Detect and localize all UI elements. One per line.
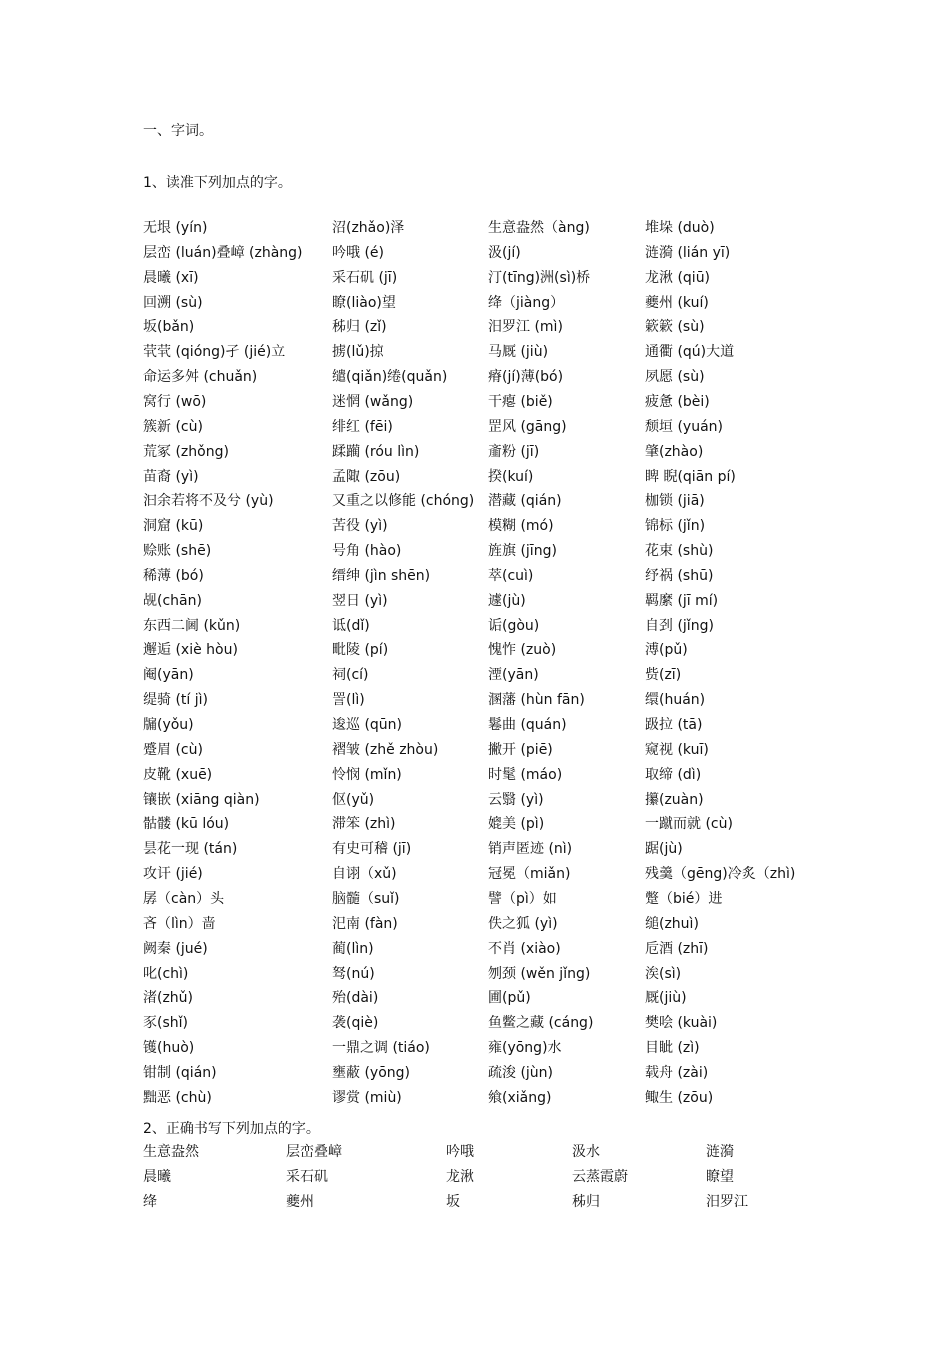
pinyin-item: 阙秦 (jué) <box>143 941 208 957</box>
question-1-title: 1、读准下列加点的字。 <box>143 175 292 191</box>
pinyin-item: 潜藏 (qián) <box>488 493 562 509</box>
pinyin-item: 蔺(lìn) <box>332 941 374 957</box>
pinyin-item: 镶嵌 (xiāng qiàn) <box>143 792 260 808</box>
pinyin-item: 渚(zhǔ) <box>143 990 194 1006</box>
pinyin-row <box>0 1088 950 1110</box>
pinyin-item: 刎颈 (wěn jǐng) <box>488 966 591 982</box>
pinyin-row <box>0 889 950 911</box>
pinyin-item: 缳(huán) <box>645 692 706 708</box>
pinyin-row <box>0 392 950 414</box>
writing-row <box>0 1142 950 1164</box>
pinyin-item: 壅蔽 (yōng) <box>332 1065 410 1081</box>
pinyin-row <box>0 839 950 861</box>
pinyin-item: 命运多舛 (chuǎn) <box>143 369 258 385</box>
pinyin-item: 号角 (hào) <box>332 543 402 559</box>
pinyin-item: 罡风 (gāng) <box>488 419 567 435</box>
pinyin-row <box>0 988 950 1010</box>
pinyin-item: 怜悯 (mǐn) <box>332 767 402 783</box>
writing-item: 龙湫 <box>446 1169 474 1185</box>
pinyin-row <box>0 1013 950 1035</box>
pinyin-row <box>0 268 950 290</box>
pinyin-item: 目眦 (zì) <box>645 1040 700 1056</box>
pinyin-item: 夔州 (kuí) <box>645 295 709 311</box>
pinyin-item: 疏浚 (jùn) <box>488 1065 554 1081</box>
pinyin-item: 模糊 (mó) <box>488 518 554 534</box>
pinyin-item: 旌旗 (jīng) <box>488 543 557 559</box>
pinyin-item: 采石矶 (jī) <box>332 270 398 286</box>
pinyin-item: 一蹴而就 (cù) <box>645 816 733 832</box>
pinyin-item: 骷髅 (kū lóu) <box>143 816 230 832</box>
writing-item: 层峦叠嶂 <box>286 1144 342 1160</box>
pinyin-item: 花束 (shù) <box>645 543 714 559</box>
pinyin-item: 孱（càn）头 <box>143 891 225 907</box>
pinyin-item: 掳(lǔ)掠 <box>332 344 384 360</box>
pinyin-row <box>0 765 950 787</box>
pinyin-item: 晨曦 (xī) <box>143 270 199 286</box>
pinyin-item: 干瘪 (biě) <box>488 394 553 410</box>
pinyin-item: 觇(chān) <box>143 593 202 609</box>
pinyin-row <box>0 640 950 662</box>
writing-item: 云蒸霞蔚 <box>572 1169 628 1185</box>
pinyin-item: 伛(yǔ) <box>332 792 375 808</box>
writing-item: 生意盎然 <box>143 1144 199 1160</box>
pinyin-item: 溥(pǔ) <box>645 642 688 658</box>
pinyin-item: 毗陵 (pí) <box>332 642 389 658</box>
pinyin-item: 通衢 (qú)大道 <box>645 344 735 360</box>
pinyin-item: 载舟 (zài) <box>645 1065 709 1081</box>
pinyin-item: 赀(zī) <box>645 667 682 683</box>
pinyin-row <box>0 616 950 638</box>
pinyin-item: 缙绅 (jìn shēn) <box>332 568 431 584</box>
pinyin-item: 湮(yān) <box>488 667 539 683</box>
writing-item: 坂 <box>446 1194 460 1210</box>
pinyin-row <box>0 690 950 712</box>
pinyin-item: 佚之狐 (yì) <box>488 916 558 932</box>
writing-item: 晨曦 <box>143 1169 171 1185</box>
pinyin-item: 迷惘 (wǎng) <box>332 394 414 410</box>
writing-item: 涟漪 <box>706 1144 734 1160</box>
pinyin-item: 层峦 (luán)叠嶂 (zhàng) <box>143 245 303 261</box>
writing-item: 瞭望 <box>706 1169 734 1185</box>
pinyin-item: 苗裔 (yì) <box>143 469 199 485</box>
section-title: 一、字词。 <box>143 123 213 139</box>
pinyin-item: 残羹（gēng)冷炙（zhì) <box>645 866 796 882</box>
pinyin-row <box>0 790 950 812</box>
pinyin-item: 滞笨 (zhì) <box>332 816 396 832</box>
pinyin-item: 卮酒 (zhī) <box>645 941 709 957</box>
pinyin-item: 圃(pǔ) <box>488 990 531 1006</box>
pinyin-item: 逡巡 (qūn) <box>332 717 403 733</box>
pinyin-row <box>0 814 950 836</box>
pinyin-item: 坂(bǎn) <box>143 319 195 335</box>
pinyin-item: 殆(dài) <box>332 990 379 1006</box>
pinyin-item: 窝行 (wō) <box>143 394 207 410</box>
pinyin-item: 蹙眉 (cù) <box>143 742 203 758</box>
pinyin-row <box>0 417 950 439</box>
pinyin-item: 自诩（xǔ) <box>332 866 397 882</box>
pinyin-item: 譬（pì）如 <box>488 891 557 907</box>
pinyin-item: 脑髓（suǐ) <box>332 891 400 907</box>
pinyin-item: 纾祸 (shū) <box>645 568 714 584</box>
writing-row <box>0 1167 950 1189</box>
pinyin-item: 秭归 (zǐ) <box>332 319 387 335</box>
writing-item: 夔州 <box>286 1194 314 1210</box>
pinyin-item: 销声匿迹 (nì) <box>488 841 573 857</box>
question-2-title: 2、正确书写下列加点的字。 <box>143 1121 320 1137</box>
pinyin-item: 蹩（bié）进 <box>645 891 723 907</box>
pinyin-item: 揆(kuí) <box>488 469 534 485</box>
pinyin-item: 荒冢 (zhǒng) <box>143 444 229 460</box>
pinyin-item: 自刭 (jǐng) <box>645 618 714 634</box>
pinyin-row <box>0 591 950 613</box>
pinyin-item: 钳制 (qián) <box>143 1065 217 1081</box>
pinyin-item: 沼(zhǎo)泽 <box>332 220 405 236</box>
pinyin-item: 缱(qiǎn)绻(quǎn) <box>332 369 448 385</box>
pinyin-item: 一鼎之调 (tiáo) <box>332 1040 430 1056</box>
pinyin-row <box>0 1063 950 1085</box>
pinyin-item: 雍(yōng)水 <box>488 1040 562 1056</box>
pinyin-item: 吟哦 (é) <box>332 245 384 261</box>
pinyin-item: 取缔 (dì) <box>645 767 702 783</box>
pinyin-item: 褶皱 (zhě zhòu) <box>332 742 439 758</box>
pinyin-row <box>0 516 950 538</box>
pinyin-item: 生意盎然（àng) <box>488 220 590 236</box>
pinyin-item: 吝（lìn）啬 <box>143 916 216 932</box>
pinyin-item: 汩余若将不及兮 (yù) <box>143 493 274 509</box>
writing-item: 汲水 <box>572 1144 600 1160</box>
pinyin-item: 攥(zuàn) <box>645 792 704 808</box>
pinyin-item: 涟漪 (lián yī) <box>645 245 731 261</box>
pinyin-item: 趿拉 (tā) <box>645 717 703 733</box>
writing-item: 采石矶 <box>286 1169 328 1185</box>
pinyin-item: 蹂躏 (róu lìn) <box>332 444 420 460</box>
pinyin-item: 洞窟 (kū) <box>143 518 204 534</box>
pinyin-row <box>0 665 950 687</box>
pinyin-item: 汲(jí) <box>488 245 521 261</box>
pinyin-item: 羁縻 (jī mí) <box>645 593 719 609</box>
pinyin-item: 镬(huò) <box>143 1040 195 1056</box>
pinyin-row <box>0 864 950 886</box>
pinyin-item: 皮靴 (xuē) <box>143 767 213 783</box>
pinyin-item: 踞(jù) <box>645 841 683 857</box>
pinyin-item: 汜南 (fàn) <box>332 916 398 932</box>
writing-item: 绛 <box>143 1194 157 1210</box>
pinyin-item: 绯红 (fēi) <box>332 419 393 435</box>
pinyin-item: 驽(nú) <box>332 966 375 982</box>
pinyin-item: 樊哙 (kuài) <box>645 1015 718 1031</box>
pinyin-item: 齑粉 (jī) <box>488 444 540 460</box>
pinyin-item: 马厩 (jiù) <box>488 344 549 360</box>
pinyin-row <box>0 243 950 265</box>
pinyin-item: 黜恶 (chù) <box>143 1090 212 1106</box>
pinyin-item: 鬈曲 (quán) <box>488 717 567 733</box>
pinyin-item: 簇新 (cù) <box>143 419 203 435</box>
pinyin-row <box>0 1038 950 1060</box>
pinyin-item: 无垠 (yín) <box>143 220 208 236</box>
pinyin-item: 汀(tīng)洲(sì)桥 <box>488 270 591 286</box>
pinyin-row <box>0 740 950 762</box>
pinyin-item: 涘(sì) <box>645 966 682 982</box>
pinyin-row <box>0 491 950 513</box>
pinyin-item: 叱(chì) <box>143 966 189 982</box>
pinyin-row <box>0 541 950 563</box>
pinyin-item: 有史可稽 (jī) <box>332 841 412 857</box>
pinyin-row <box>0 293 950 315</box>
pinyin-item: 枷锁 (jiā) <box>645 493 705 509</box>
pinyin-item: 冠冕（miǎn) <box>488 866 571 882</box>
pinyin-item: 龙湫 (qiū) <box>645 270 711 286</box>
pinyin-item: 溷藩 (hùn fān) <box>488 692 585 708</box>
pinyin-item: 茕茕 (qióng)孑 (jié)立 <box>143 344 286 360</box>
pinyin-item: 又重之以修能 (chóng) <box>332 493 475 509</box>
pinyin-row <box>0 367 950 389</box>
pinyin-item: 缇骑 (tí jì) <box>143 692 208 708</box>
pinyin-row <box>0 939 950 961</box>
pinyin-item: 攻讦 (jié) <box>143 866 203 882</box>
pinyin-item: 瞭(liào)望 <box>332 295 396 311</box>
pinyin-item: 袭(qiè) <box>332 1015 379 1031</box>
pinyin-item: 昙花一现 (tán) <box>143 841 238 857</box>
pinyin-item: 睥 睨(qiān pí) <box>645 469 736 485</box>
pinyin-item: 鱼鳖之藏 (cáng) <box>488 1015 594 1031</box>
pinyin-row <box>0 964 950 986</box>
pinyin-item: 时髦 (máo) <box>488 767 563 783</box>
writing-item: 秭归 <box>572 1194 600 1210</box>
pinyin-item: 肇(zhào) <box>645 444 704 460</box>
pinyin-item: 撇开 (piē) <box>488 742 553 758</box>
pinyin-item: 阉(yān) <box>143 667 194 683</box>
pinyin-row <box>0 715 950 737</box>
pinyin-item: 萃(cuì) <box>488 568 534 584</box>
pinyin-item: 不肖 (xiào) <box>488 941 561 957</box>
pinyin-item: 夙愿 (sù) <box>645 369 705 385</box>
pinyin-item: 詈(lì) <box>332 692 365 708</box>
pinyin-item: 飨(xiǎng) <box>488 1090 552 1106</box>
pinyin-item: 窥视 (kuī) <box>645 742 709 758</box>
writing-item: 吟哦 <box>446 1144 474 1160</box>
pinyin-item: 绛（jiàng） <box>488 295 565 311</box>
pinyin-item: 鲰生 (zōu) <box>645 1090 714 1106</box>
pinyin-item: 疲惫 (bèi) <box>645 394 710 410</box>
pinyin-item: 回溯 (sù) <box>143 295 203 311</box>
pinyin-item: 谬赏 (miù) <box>332 1090 402 1106</box>
pinyin-row <box>0 218 950 240</box>
pinyin-item: 赊账 (shē) <box>143 543 212 559</box>
pinyin-item: 孟陬 (zōu) <box>332 469 401 485</box>
pinyin-item: 遽(jù) <box>488 593 526 609</box>
writing-row <box>0 1192 950 1214</box>
pinyin-item: 簌簌 (sù) <box>645 319 705 335</box>
pinyin-item: 诋(dǐ) <box>332 618 370 634</box>
writing-item: 汨罗江 <box>706 1194 748 1210</box>
pinyin-item: 媲美 (pì) <box>488 816 545 832</box>
pinyin-row <box>0 467 950 489</box>
pinyin-item: 苦役 (yì) <box>332 518 388 534</box>
pinyin-row <box>0 342 950 364</box>
pinyin-item: 厩(jiù) <box>645 990 687 1006</box>
pinyin-item: 颓垣 (yuán) <box>645 419 723 435</box>
pinyin-item: 邂逅 (xiè hòu) <box>143 642 238 658</box>
pinyin-item: 翌日 (yì) <box>332 593 388 609</box>
pinyin-item: 汨罗江 (mì) <box>488 319 563 335</box>
pinyin-item: 缒(zhuì) <box>645 916 699 932</box>
pinyin-row <box>0 442 950 464</box>
pinyin-item: 锦标 (jǐn) <box>645 518 706 534</box>
pinyin-row <box>0 914 950 936</box>
pinyin-item: 云翳 (yì) <box>488 792 544 808</box>
pinyin-item: 东西二阃 (kǔn) <box>143 618 241 634</box>
pinyin-row <box>0 317 950 339</box>
pinyin-item: 瘠(jí)薄(bó) <box>488 369 564 385</box>
pinyin-item: 堆垛 (duò) <box>645 220 715 236</box>
pinyin-item: 诟(gòu) <box>488 618 540 634</box>
pinyin-item: 愧怍 (zuò) <box>488 642 557 658</box>
pinyin-item: 稀薄 (bó) <box>143 568 204 584</box>
pinyin-item: 豕(shǐ) <box>143 1015 188 1031</box>
pinyin-row <box>0 566 950 588</box>
pinyin-item: 祠(cí) <box>332 667 369 683</box>
pinyin-item: 牖(yǒu) <box>143 717 194 733</box>
